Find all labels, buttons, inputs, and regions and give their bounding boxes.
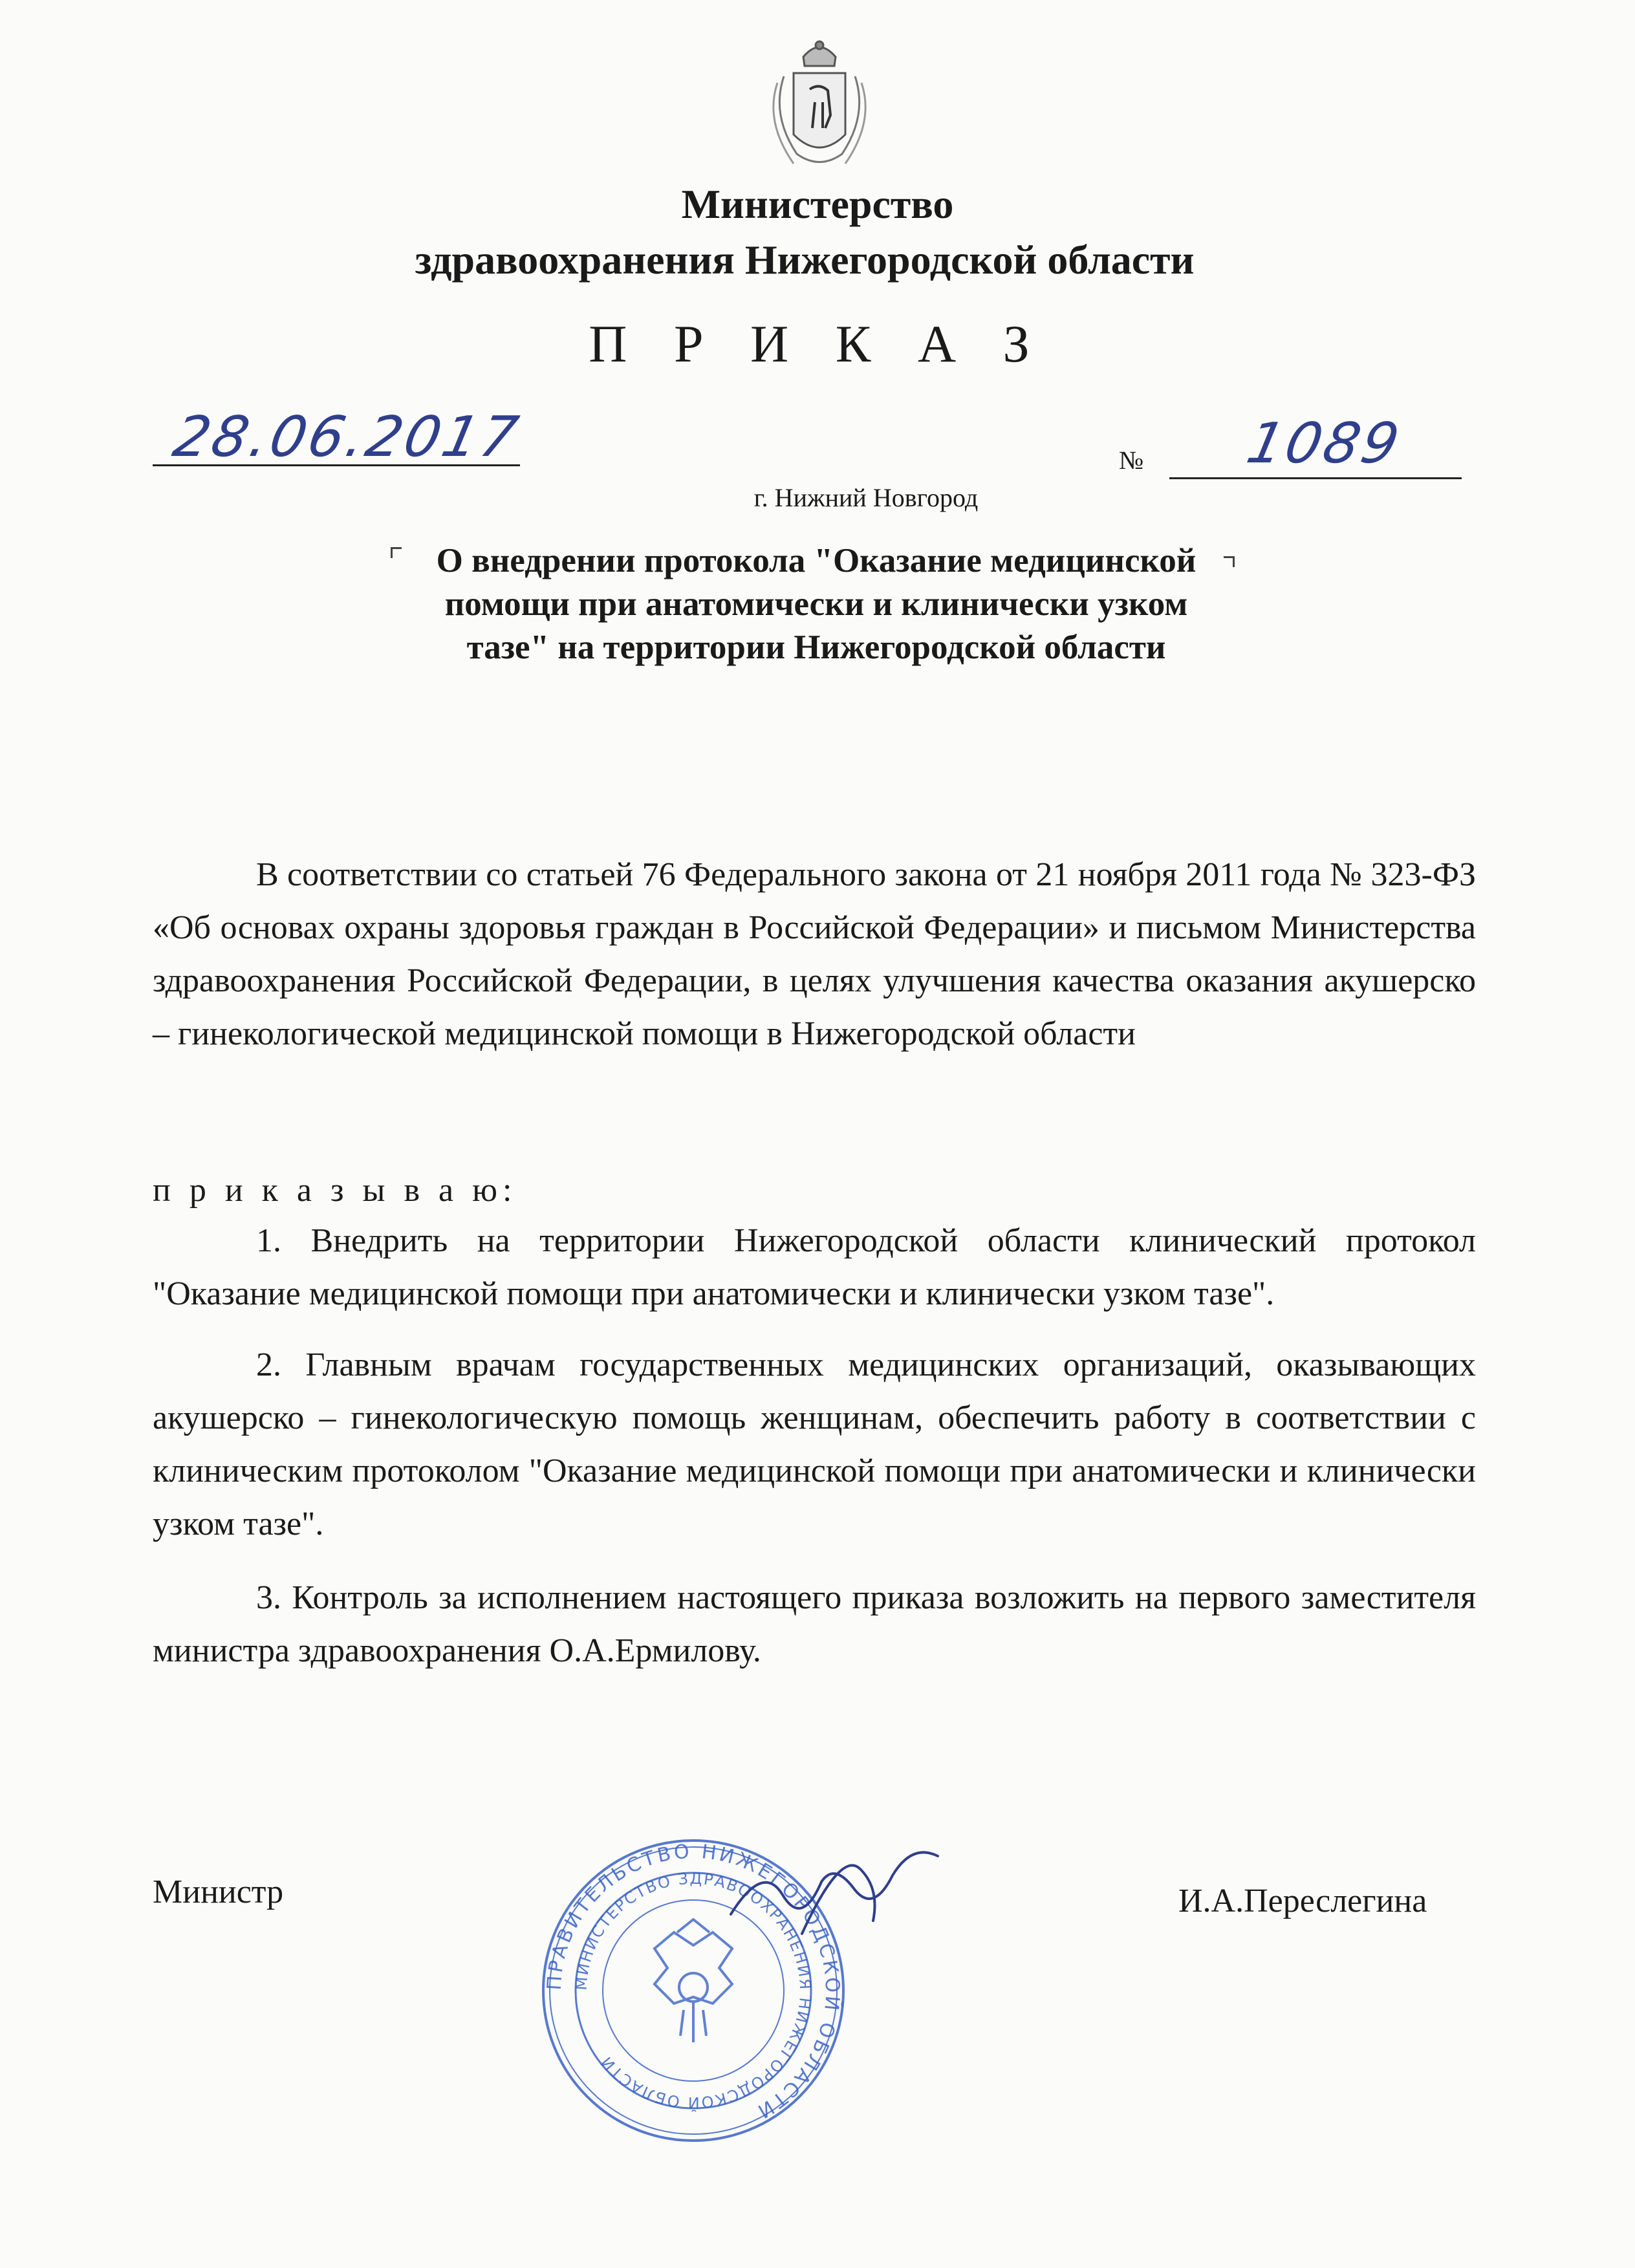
number-sign: №: [1119, 446, 1144, 475]
coat-of-arms-icon: [758, 38, 881, 180]
svg-text:МИНИСТЕРСТВО ЗДРАВООХРАНЕНИЯ Н: МИНИСТЕРСТВО ЗДРАВООХРАНЕНИЯ НИЖЕГОРОДСКОЙ ОБЛАСТИ: [572, 1869, 815, 2112]
number-underline: [1169, 477, 1462, 479]
signatory-title: Министр: [153, 1874, 284, 1910]
ministry-name-line2: здравоохранения Нижегородской области: [415, 237, 1195, 283]
subject-corner-left: [391, 547, 402, 558]
svg-text:ПРАВИТЕЛЬСТВО НИЖЕГОРОДСКОЙ ОБ: ПРАВИТЕЛЬСТВО НИЖЕГОРОДСКОЙ ОБЛАСТИ: [543, 1840, 844, 2124]
preamble-paragraph: В соответствии со статьей 76 Федерального закона от 21 ноября 2011 года № 323-ФЗ «Об основах охраны здоровья граждан в Российской Федерации» и письмом Министерства здравоохранения Российской Федерации, в целях улучшения качества оказания акушерско – гинекологической медицинской помощи в Нижегородской области: [153, 856, 1476, 1052]
order-subject: О внедрении протокола "Оказание медицинской помощи при анатомически и клинически узком тазе" на территории Нижегородской области: [436, 542, 1196, 666]
order-point-3: 3. Контроль за исполнением настоящего приказа возложить на первого заместителя министра здравоохранения О.А.Ермилову.: [153, 1579, 1476, 1669]
order-point-1: 1. Внедрить на территории Нижегородской области клинический протокол "Оказание медицинской помощи при анатомически и клинически узком тазе".: [153, 1222, 1476, 1312]
order-point-2: 2. Главным врачам государственных медицинских организаций, оказывающих акушерско – гинекологическую помощь женщинам, обеспечить работу в соответствии с клиническим протоколом "Оказание медицинской помощи при анатомически и клинически узком тазе".: [153, 1346, 1476, 1542]
order-word: п р и к а з ы в а ю:: [153, 1172, 517, 1209]
handwritten-number: 1089: [1241, 411, 1407, 476]
handwritten-date: 28.06.2017: [168, 405, 526, 470]
subject-corner-right: [1224, 556, 1235, 567]
ministry-name-line1: Министерство: [681, 181, 954, 227]
document-type-title: П Р И К А З: [589, 314, 1046, 373]
city-line: г. Нижний Новгород: [753, 483, 979, 512]
signatory-name: И.А.Переслегина: [1178, 1883, 1427, 1919]
handwritten-signature: [724, 1837, 957, 1947]
